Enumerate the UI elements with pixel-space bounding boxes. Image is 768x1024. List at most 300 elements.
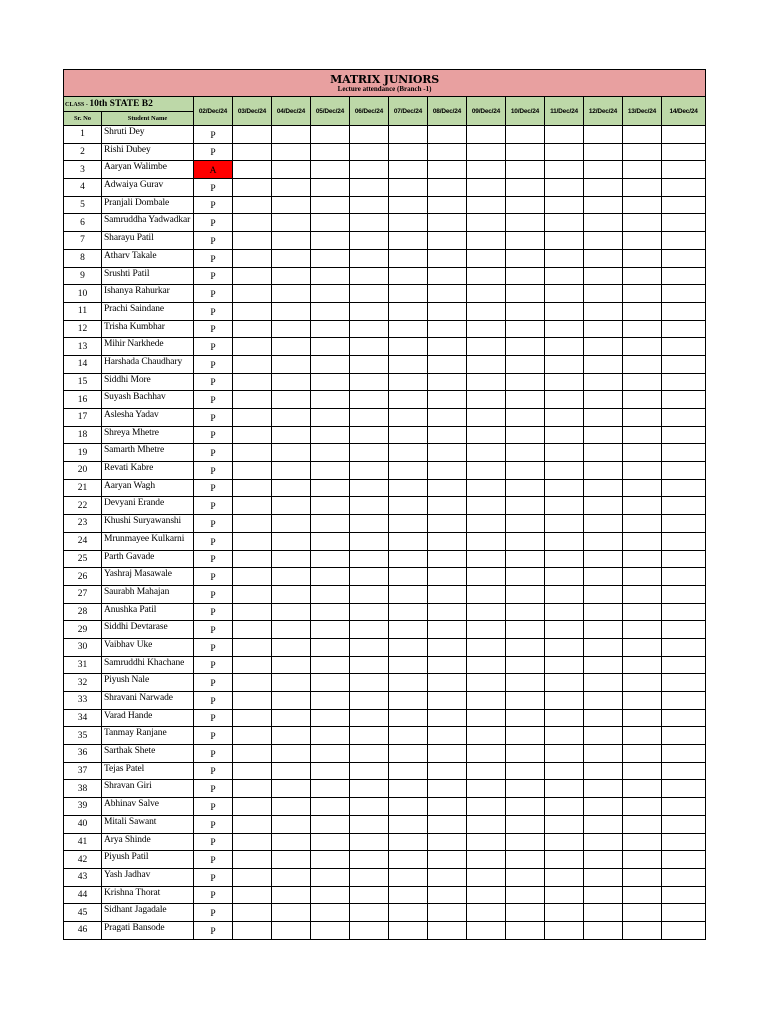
attendance-cell[interactable]: [584, 532, 623, 550]
attendance-cell[interactable]: [545, 355, 584, 373]
attendance-cell[interactable]: [584, 638, 623, 656]
attendance-cell[interactable]: [545, 497, 584, 515]
attendance-cell[interactable]: [350, 798, 389, 816]
attendance-cell[interactable]: [623, 161, 662, 179]
attendance-cell[interactable]: [428, 179, 467, 197]
attendance-cell[interactable]: [350, 921, 389, 939]
attendance-cell[interactable]: [584, 904, 623, 922]
attendance-cell[interactable]: [506, 532, 545, 550]
attendance-cell[interactable]: [233, 709, 272, 727]
attendance-cell[interactable]: [506, 179, 545, 197]
attendance-cell[interactable]: [506, 302, 545, 320]
attendance-cell[interactable]: [506, 143, 545, 161]
attendance-cell[interactable]: [233, 745, 272, 763]
attendance-cell[interactable]: [545, 214, 584, 232]
attendance-cell[interactable]: [506, 868, 545, 886]
attendance-cell[interactable]: [623, 886, 662, 904]
attendance-cell[interactable]: [389, 851, 428, 869]
attendance-cell[interactable]: [428, 815, 467, 833]
attendance-cell[interactable]: [584, 568, 623, 586]
attendance-cell[interactable]: [662, 196, 706, 214]
attendance-cell[interactable]: [662, 232, 706, 250]
attendance-cell[interactable]: [506, 426, 545, 444]
attendance-cell[interactable]: [467, 568, 506, 586]
attendance-cell[interactable]: [506, 126, 545, 144]
attendance-cell[interactable]: [545, 179, 584, 197]
attendance-cell[interactable]: [623, 196, 662, 214]
attendance-cell[interactable]: [545, 674, 584, 692]
attendance-cell[interactable]: [311, 568, 350, 586]
attendance-cell[interactable]: [584, 709, 623, 727]
attendance-cell[interactable]: [506, 515, 545, 533]
attendance-cell[interactable]: [311, 302, 350, 320]
attendance-cell[interactable]: [311, 373, 350, 391]
attendance-cell[interactable]: [233, 285, 272, 303]
attendance-cell[interactable]: [350, 550, 389, 568]
attendance-cell[interactable]: [623, 692, 662, 710]
attendance-cell[interactable]: [506, 851, 545, 869]
attendance-cell[interactable]: [467, 745, 506, 763]
attendance-cell[interactable]: [623, 426, 662, 444]
attendance-cell[interactable]: [428, 585, 467, 603]
attendance-cell[interactable]: [350, 656, 389, 674]
attendance-cell[interactable]: [233, 762, 272, 780]
attendance-cell[interactable]: P: [194, 780, 233, 798]
attendance-cell[interactable]: [506, 638, 545, 656]
attendance-cell[interactable]: [428, 143, 467, 161]
attendance-cell[interactable]: [389, 285, 428, 303]
attendance-cell[interactable]: [545, 568, 584, 586]
attendance-cell[interactable]: P: [194, 621, 233, 639]
attendance-cell[interactable]: [389, 267, 428, 285]
attendance-cell[interactable]: [467, 232, 506, 250]
attendance-cell[interactable]: [233, 692, 272, 710]
attendance-cell[interactable]: [545, 409, 584, 427]
attendance-cell[interactable]: [584, 285, 623, 303]
attendance-cell[interactable]: [311, 692, 350, 710]
attendance-cell[interactable]: [272, 692, 311, 710]
attendance-cell[interactable]: [623, 355, 662, 373]
attendance-cell[interactable]: [428, 373, 467, 391]
attendance-cell[interactable]: [389, 603, 428, 621]
attendance-cell[interactable]: [311, 745, 350, 763]
attendance-cell[interactable]: [428, 479, 467, 497]
attendance-cell[interactable]: [545, 851, 584, 869]
attendance-cell[interactable]: [467, 780, 506, 798]
attendance-cell[interactable]: [662, 497, 706, 515]
attendance-cell[interactable]: [662, 409, 706, 427]
attendance-cell[interactable]: [272, 391, 311, 409]
attendance-cell[interactable]: [467, 479, 506, 497]
attendance-cell[interactable]: [662, 798, 706, 816]
attendance-cell[interactable]: [467, 444, 506, 462]
attendance-cell[interactable]: [350, 904, 389, 922]
attendance-cell[interactable]: [662, 338, 706, 356]
attendance-cell[interactable]: [350, 497, 389, 515]
attendance-cell[interactable]: [428, 621, 467, 639]
attendance-cell[interactable]: P: [194, 196, 233, 214]
attendance-cell[interactable]: [350, 391, 389, 409]
attendance-cell[interactable]: [428, 780, 467, 798]
attendance-cell[interactable]: [428, 904, 467, 922]
attendance-cell[interactable]: [506, 320, 545, 338]
attendance-cell[interactable]: [311, 161, 350, 179]
attendance-cell[interactable]: P: [194, 479, 233, 497]
attendance-cell[interactable]: [623, 515, 662, 533]
attendance-cell[interactable]: [233, 338, 272, 356]
attendance-cell[interactable]: [272, 126, 311, 144]
attendance-cell[interactable]: P: [194, 391, 233, 409]
attendance-cell[interactable]: [233, 868, 272, 886]
attendance-cell[interactable]: [428, 409, 467, 427]
attendance-cell[interactable]: [428, 798, 467, 816]
attendance-cell[interactable]: [350, 833, 389, 851]
attendance-cell[interactable]: [506, 497, 545, 515]
attendance-cell[interactable]: [584, 833, 623, 851]
attendance-cell[interactable]: [545, 267, 584, 285]
attendance-cell[interactable]: [350, 621, 389, 639]
attendance-cell[interactable]: [623, 285, 662, 303]
attendance-cell[interactable]: [233, 532, 272, 550]
attendance-cell[interactable]: [545, 426, 584, 444]
attendance-cell[interactable]: [389, 355, 428, 373]
attendance-cell[interactable]: [311, 462, 350, 480]
attendance-cell[interactable]: [506, 232, 545, 250]
attendance-cell[interactable]: [311, 727, 350, 745]
attendance-cell[interactable]: [350, 815, 389, 833]
attendance-cell[interactable]: [389, 179, 428, 197]
attendance-cell[interactable]: [311, 603, 350, 621]
attendance-cell[interactable]: P: [194, 267, 233, 285]
attendance-cell[interactable]: [311, 355, 350, 373]
attendance-cell[interactable]: [311, 532, 350, 550]
attendance-cell[interactable]: [272, 143, 311, 161]
attendance-cell[interactable]: P: [194, 568, 233, 586]
attendance-cell[interactable]: [311, 585, 350, 603]
attendance-cell[interactable]: P: [194, 585, 233, 603]
attendance-cell[interactable]: [506, 709, 545, 727]
attendance-cell[interactable]: [545, 391, 584, 409]
attendance-cell[interactable]: [428, 833, 467, 851]
attendance-cell[interactable]: [506, 267, 545, 285]
attendance-cell[interactable]: [272, 426, 311, 444]
attendance-cell[interactable]: [584, 320, 623, 338]
attendance-cell[interactable]: [428, 692, 467, 710]
attendance-cell[interactable]: [311, 921, 350, 939]
attendance-cell[interactable]: [389, 338, 428, 356]
attendance-cell[interactable]: [428, 532, 467, 550]
attendance-cell[interactable]: [311, 851, 350, 869]
attendance-cell[interactable]: [272, 249, 311, 267]
attendance-cell[interactable]: [350, 727, 389, 745]
attendance-cell[interactable]: [350, 868, 389, 886]
attendance-cell[interactable]: [545, 320, 584, 338]
attendance-cell[interactable]: [506, 585, 545, 603]
attendance-cell[interactable]: [506, 886, 545, 904]
attendance-cell[interactable]: [350, 568, 389, 586]
attendance-cell[interactable]: [350, 320, 389, 338]
attendance-cell[interactable]: [545, 302, 584, 320]
attendance-cell[interactable]: P: [194, 126, 233, 144]
attendance-cell[interactable]: [272, 904, 311, 922]
attendance-cell[interactable]: [623, 709, 662, 727]
attendance-cell[interactable]: P: [194, 868, 233, 886]
attendance-cell[interactable]: [662, 214, 706, 232]
attendance-cell[interactable]: [233, 479, 272, 497]
attendance-cell[interactable]: [623, 391, 662, 409]
attendance-cell[interactable]: [233, 656, 272, 674]
attendance-cell[interactable]: [584, 550, 623, 568]
attendance-cell[interactable]: [389, 904, 428, 922]
attendance-cell[interactable]: [662, 444, 706, 462]
attendance-cell[interactable]: [506, 338, 545, 356]
attendance-cell[interactable]: P: [194, 921, 233, 939]
attendance-cell[interactable]: [623, 762, 662, 780]
attendance-cell[interactable]: [545, 762, 584, 780]
attendance-cell[interactable]: P: [194, 373, 233, 391]
attendance-cell[interactable]: [662, 638, 706, 656]
attendance-cell[interactable]: [467, 391, 506, 409]
attendance-cell[interactable]: [350, 267, 389, 285]
attendance-cell[interactable]: [545, 196, 584, 214]
attendance-cell[interactable]: [350, 745, 389, 763]
attendance-cell[interactable]: [389, 143, 428, 161]
attendance-cell[interactable]: [311, 338, 350, 356]
attendance-cell[interactable]: [545, 550, 584, 568]
attendance-cell[interactable]: [584, 868, 623, 886]
attendance-cell[interactable]: [272, 868, 311, 886]
attendance-cell[interactable]: [545, 727, 584, 745]
attendance-cell[interactable]: [467, 656, 506, 674]
attendance-cell[interactable]: [545, 621, 584, 639]
attendance-cell[interactable]: [623, 444, 662, 462]
attendance-cell[interactable]: [662, 692, 706, 710]
attendance-cell[interactable]: [272, 479, 311, 497]
attendance-cell[interactable]: [662, 921, 706, 939]
attendance-cell[interactable]: [623, 232, 662, 250]
attendance-cell[interactable]: [272, 355, 311, 373]
attendance-cell[interactable]: [428, 338, 467, 356]
attendance-cell[interactable]: [623, 267, 662, 285]
attendance-cell[interactable]: [311, 550, 350, 568]
attendance-cell[interactable]: [350, 692, 389, 710]
attendance-cell[interactable]: [623, 214, 662, 232]
attendance-cell[interactable]: [311, 638, 350, 656]
attendance-cell[interactable]: [467, 868, 506, 886]
attendance-cell[interactable]: [389, 886, 428, 904]
attendance-cell[interactable]: [389, 815, 428, 833]
attendance-cell[interactable]: [272, 851, 311, 869]
attendance-cell[interactable]: [623, 479, 662, 497]
attendance-cell[interactable]: [428, 638, 467, 656]
attendance-cell[interactable]: [428, 444, 467, 462]
attendance-cell[interactable]: P: [194, 709, 233, 727]
attendance-cell[interactable]: P: [194, 497, 233, 515]
attendance-cell[interactable]: [545, 780, 584, 798]
attendance-cell[interactable]: [545, 745, 584, 763]
attendance-cell[interactable]: [428, 603, 467, 621]
attendance-cell[interactable]: P: [194, 638, 233, 656]
attendance-cell[interactable]: [311, 179, 350, 197]
attendance-cell[interactable]: [662, 727, 706, 745]
attendance-cell[interactable]: [350, 179, 389, 197]
attendance-cell[interactable]: [389, 497, 428, 515]
attendance-cell[interactable]: [623, 798, 662, 816]
attendance-cell[interactable]: P: [194, 550, 233, 568]
attendance-cell[interactable]: [662, 249, 706, 267]
attendance-cell[interactable]: [545, 692, 584, 710]
attendance-cell[interactable]: [623, 621, 662, 639]
attendance-cell[interactable]: [389, 320, 428, 338]
attendance-cell[interactable]: [662, 179, 706, 197]
attendance-cell[interactable]: [545, 161, 584, 179]
attendance-cell[interactable]: [233, 674, 272, 692]
attendance-cell[interactable]: [233, 302, 272, 320]
attendance-cell[interactable]: [389, 249, 428, 267]
attendance-cell[interactable]: [467, 426, 506, 444]
attendance-cell[interactable]: P: [194, 409, 233, 427]
attendance-cell[interactable]: [389, 585, 428, 603]
attendance-cell[interactable]: [272, 515, 311, 533]
attendance-cell[interactable]: [467, 603, 506, 621]
attendance-cell[interactable]: [233, 886, 272, 904]
attendance-cell[interactable]: [467, 126, 506, 144]
attendance-cell[interactable]: [467, 249, 506, 267]
attendance-cell[interactable]: [623, 603, 662, 621]
attendance-cell[interactable]: P: [194, 249, 233, 267]
attendance-cell[interactable]: P: [194, 143, 233, 161]
attendance-cell[interactable]: [311, 426, 350, 444]
attendance-cell[interactable]: [545, 232, 584, 250]
attendance-cell[interactable]: [662, 674, 706, 692]
attendance-cell[interactable]: [233, 515, 272, 533]
attendance-cell[interactable]: [311, 497, 350, 515]
attendance-cell[interactable]: [272, 161, 311, 179]
attendance-cell[interactable]: [350, 638, 389, 656]
attendance-cell[interactable]: [662, 143, 706, 161]
attendance-cell[interactable]: [272, 214, 311, 232]
attendance-cell[interactable]: [506, 603, 545, 621]
attendance-cell[interactable]: [389, 621, 428, 639]
attendance-cell[interactable]: [623, 904, 662, 922]
attendance-cell[interactable]: [233, 143, 272, 161]
attendance-cell[interactable]: [623, 532, 662, 550]
attendance-cell[interactable]: [467, 373, 506, 391]
attendance-cell[interactable]: [545, 444, 584, 462]
attendance-cell[interactable]: [350, 603, 389, 621]
attendance-cell[interactable]: [428, 921, 467, 939]
attendance-cell[interactable]: [272, 179, 311, 197]
attendance-cell[interactable]: [545, 585, 584, 603]
attendance-cell[interactable]: [233, 833, 272, 851]
attendance-cell[interactable]: [506, 285, 545, 303]
attendance-cell[interactable]: [350, 285, 389, 303]
attendance-cell[interactable]: [662, 126, 706, 144]
attendance-cell[interactable]: [467, 815, 506, 833]
attendance-cell[interactable]: [272, 285, 311, 303]
attendance-cell[interactable]: [233, 355, 272, 373]
attendance-cell[interactable]: [584, 921, 623, 939]
attendance-cell[interactable]: [272, 603, 311, 621]
attendance-cell[interactable]: [272, 798, 311, 816]
attendance-cell[interactable]: [389, 196, 428, 214]
attendance-cell[interactable]: [467, 267, 506, 285]
attendance-cell[interactable]: [584, 302, 623, 320]
attendance-cell[interactable]: P: [194, 179, 233, 197]
attendance-cell[interactable]: [545, 126, 584, 144]
attendance-cell[interactable]: [350, 851, 389, 869]
attendance-cell[interactable]: [467, 585, 506, 603]
attendance-cell[interactable]: [584, 143, 623, 161]
attendance-cell[interactable]: [272, 232, 311, 250]
attendance-cell[interactable]: [584, 409, 623, 427]
attendance-cell[interactable]: [545, 638, 584, 656]
attendance-cell[interactable]: [350, 515, 389, 533]
attendance-cell[interactable]: P: [194, 745, 233, 763]
attendance-cell[interactable]: [350, 886, 389, 904]
attendance-cell[interactable]: [584, 126, 623, 144]
attendance-cell[interactable]: [662, 426, 706, 444]
attendance-cell[interactable]: [272, 196, 311, 214]
attendance-cell[interactable]: [506, 161, 545, 179]
attendance-cell[interactable]: [311, 780, 350, 798]
attendance-cell[interactable]: [467, 409, 506, 427]
attendance-cell[interactable]: [584, 815, 623, 833]
attendance-cell[interactable]: [506, 833, 545, 851]
attendance-cell[interactable]: [233, 179, 272, 197]
attendance-cell[interactable]: [467, 851, 506, 869]
attendance-cell[interactable]: [311, 196, 350, 214]
attendance-cell[interactable]: [389, 126, 428, 144]
attendance-cell[interactable]: [311, 143, 350, 161]
attendance-cell[interactable]: [506, 921, 545, 939]
attendance-cell[interactable]: [272, 833, 311, 851]
attendance-cell[interactable]: [584, 727, 623, 745]
attendance-cell[interactable]: [350, 426, 389, 444]
attendance-cell[interactable]: [545, 656, 584, 674]
attendance-cell[interactable]: [428, 462, 467, 480]
attendance-cell[interactable]: [350, 709, 389, 727]
attendance-cell[interactable]: [389, 479, 428, 497]
attendance-cell[interactable]: [467, 904, 506, 922]
attendance-cell[interactable]: [233, 444, 272, 462]
attendance-cell[interactable]: [662, 815, 706, 833]
attendance-cell[interactable]: [311, 126, 350, 144]
attendance-cell[interactable]: [506, 409, 545, 427]
attendance-cell[interactable]: [662, 868, 706, 886]
attendance-cell[interactable]: [662, 532, 706, 550]
attendance-cell[interactable]: [467, 621, 506, 639]
attendance-cell[interactable]: [389, 727, 428, 745]
attendance-cell[interactable]: [467, 302, 506, 320]
attendance-cell[interactable]: [233, 249, 272, 267]
attendance-cell[interactable]: [662, 585, 706, 603]
attendance-cell[interactable]: [389, 780, 428, 798]
attendance-cell[interactable]: [623, 780, 662, 798]
attendance-cell[interactable]: [584, 355, 623, 373]
attendance-cell[interactable]: [428, 232, 467, 250]
attendance-cell[interactable]: [311, 320, 350, 338]
attendance-cell[interactable]: [662, 745, 706, 763]
attendance-cell[interactable]: [545, 373, 584, 391]
attendance-cell[interactable]: [662, 267, 706, 285]
attendance-cell[interactable]: [623, 462, 662, 480]
attendance-cell[interactable]: [584, 851, 623, 869]
attendance-cell[interactable]: P: [194, 762, 233, 780]
attendance-cell[interactable]: [311, 249, 350, 267]
attendance-cell[interactable]: [350, 196, 389, 214]
attendance-cell[interactable]: [389, 161, 428, 179]
